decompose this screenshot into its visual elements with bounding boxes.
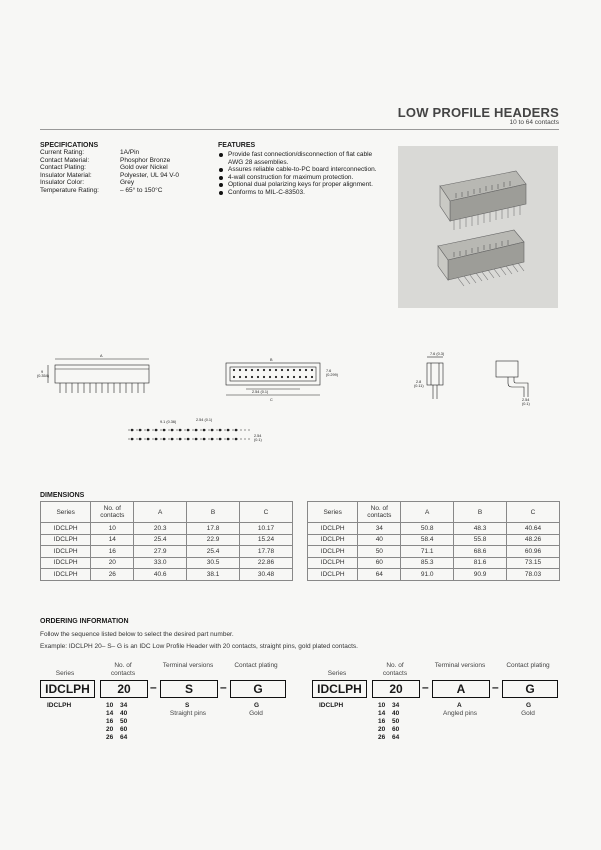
label-series: Series [327,670,347,677]
plating-code: G [526,702,532,709]
table-cell: 33.0 [134,557,187,569]
table-cell: IDCLPH [41,523,91,535]
plating-code: G [254,702,260,709]
contact-option: 16 [378,718,386,725]
plating-box: G [502,680,558,698]
contact-option: 20 [106,726,114,733]
table-cell: 58.4 [401,534,454,546]
technical-drawings [0,335,601,475]
label-c-top: C [270,398,273,402]
table-row [308,569,560,581]
table-cell: 64 [358,569,401,581]
column-header: C [507,502,560,523]
column-header: Series [308,502,358,523]
table-cell: 48.26 [507,534,560,546]
table-row [41,546,293,558]
label-terminal: Terminal versions [434,662,486,669]
spec-value: 1A/Pin [120,149,140,156]
spec-key: Insulator Color: [40,179,85,187]
ordering-example: Example: IDCLPH 20– S– G is an IDC Low Profile Header with 20 contacts, straight pins, gold plated contacts. [40,643,358,650]
pcb-holes [131,429,238,441]
dimensions-table-left [40,501,293,581]
contact-option: 60 [392,726,400,733]
table-cell: 90.9 [454,569,507,581]
dimensions-table-right [307,501,560,581]
table-cell: 68.6 [454,546,507,558]
contact-option: 40 [392,710,400,717]
contact-option: 14 [378,710,386,717]
spec-value: – 65° to 150°C [120,186,163,194]
table-cell: 34 [358,523,401,535]
terminal-desc: Angled pins [443,710,477,717]
table-cell: 85.3 [401,557,454,569]
table-cell: 55.8 [454,534,507,546]
feature-item: Optional dual polarizing keys for proper alignment. [218,181,378,189]
table-cell: 60 [358,557,401,569]
spec-row [40,157,210,165]
table-cell: 26 [91,569,134,581]
column-header: B [454,502,507,523]
contact-option: 16 [106,718,114,725]
table-cell: 60.96 [507,546,560,558]
side-view-drawing [427,357,443,399]
header-connectors-image [398,146,558,308]
specifications-list [40,149,210,195]
table-cell: 14 [91,534,134,546]
feature-item: Assures reliable cable-to-PC board interconnection. [218,166,378,174]
table-cell: 25.4 [187,546,240,558]
contact-option: 50 [392,718,400,725]
label-terminal: Terminal versions [162,662,214,669]
label-contacts: No. of contacts [110,662,136,677]
table-cell: IDCLPH [41,569,91,581]
product-photo [398,146,558,308]
table-cell: 27.9 [134,546,187,558]
table-cell: 71.1 [401,546,454,558]
table-cell: 10 [91,523,134,535]
series-box: IDCLPH [312,680,367,698]
table-cell: 22.86 [240,557,293,569]
dash: – [150,680,157,694]
table-cell: 20.3 [134,523,187,535]
table-row [308,546,560,558]
table-cell: 22.9 [187,534,240,546]
column-header: No. of contacts [91,502,134,523]
table-cell: 40.64 [507,523,560,535]
features-section [218,142,378,197]
feature-item: Provide fast connection/disconnection of flat cable AWG 28 assemblies. [218,151,378,166]
table-cell: 25.4 [134,534,187,546]
terminal-box: A [432,680,490,698]
contact-option: 26 [378,734,386,741]
table-cell: 30.5 [187,557,240,569]
label-pcb-row-spacing: 9.1 (0.36) [160,420,177,424]
label-angled-pitch: 2.54 [522,398,530,402]
label-side-pin-inch: (0.11) [414,384,424,388]
column-header: A [401,502,454,523]
page-title: LOW PROFILE HEADERS [397,105,559,120]
contact-option: 64 [120,734,128,741]
spec-row [40,164,210,172]
page-subtitle: 10 to 64 contacts [509,119,559,126]
terminal-box: S [160,680,218,698]
label-pitch-top: 2.54 (0.1) [252,390,269,394]
top-view-pins [233,369,313,378]
table-cell: 91.0 [401,569,454,581]
table-cell: 17.8 [187,523,240,535]
table-row [41,557,293,569]
contact-option: 20 [378,726,386,733]
contact-option: 14 [106,710,114,717]
series-box: IDCLPH [40,680,95,698]
spec-key: Insulator Material: [40,171,92,179]
table-cell: 15.24 [240,534,293,546]
table-cell: IDCLPH [308,534,358,546]
label-side-width: 7.6 (0.3) [430,352,445,356]
features-list [218,151,378,197]
contact-option: 34 [392,702,400,709]
label-width-top-inch: (0.299) [326,373,339,377]
label-height-front: 9 [41,370,44,374]
title-rule [40,129,559,130]
spec-row [40,179,210,187]
label-plating: Contact plating [506,662,550,669]
terminal-code: S [185,702,190,709]
dimensions-heading: DIMENSIONS [40,492,85,499]
table-cell: 38.1 [187,569,240,581]
spec-value: Gold over Nickel [120,164,168,172]
label-pcb-offset: 2.54 [254,434,262,438]
spec-row [40,149,210,157]
spec-key: Current Rating: [40,149,85,156]
spec-key: Contact Material: [40,156,90,164]
contacts-box: 20 [372,680,420,698]
contact-option: 26 [106,734,114,741]
dash: – [220,680,227,694]
label-contacts: No. of contacts [382,662,408,677]
contact-option: 34 [120,702,128,709]
plating-box: G [230,680,286,698]
terminal-desc: Straight pins [169,710,207,717]
label-width-top: 7.6 [326,369,332,373]
contact-option: 50 [120,718,128,725]
table-cell: 81.6 [454,557,507,569]
spec-key: Contact Plating: [40,164,86,172]
label-side-pin: 2.8 [416,380,422,384]
table-cell: IDCLPH [41,546,91,558]
label-height-front-inch: (0.354) [37,374,50,378]
table-cell: IDCLPH [308,557,358,569]
table-cell: 40 [358,534,401,546]
label-angled-pitch-inch: (0.1) [522,402,530,406]
front-view-drawing [48,359,149,393]
table-cell: 50.8 [401,523,454,535]
table-cell: 73.15 [507,557,560,569]
contact-option: 10 [106,702,114,709]
plating-desc: Gold [249,710,263,717]
contact-option: 60 [120,726,128,733]
spec-value: Grey [120,179,135,187]
table-row [41,523,293,535]
series-code: IDCLPH [319,702,344,709]
top-view-drawing [226,363,320,395]
table-cell: 48.3 [454,523,507,535]
pcb-layout-drawing [128,430,250,439]
column-header: C [240,502,293,523]
spec-value: Polyester, UL 94 V-0 [120,171,180,179]
dash: – [422,680,429,694]
table-cell: 20 [91,557,134,569]
contacts-box: 20 [100,680,148,698]
specifications-heading: SPECIFICATIONS [40,142,99,149]
label-a-front: A [100,354,103,358]
table-row [41,534,293,546]
table-cell: 50 [358,546,401,558]
table-cell: IDCLPH [308,569,358,581]
table-cell: IDCLPH [308,523,358,535]
table-cell: 30.48 [240,569,293,581]
spec-value: Phosphor Bronze [120,156,171,164]
terminal-code: A [457,702,462,709]
column-header: A [134,502,187,523]
table-row [308,557,560,569]
table-cell: 78.03 [507,569,560,581]
spec-row [40,172,210,180]
features-heading: FEATURES [218,142,256,149]
table-cell: 17.78 [240,546,293,558]
spec-key: Temperature Rating: [40,186,99,194]
dash: – [492,680,499,694]
table-row [308,534,560,546]
angled-view-drawing [496,361,528,397]
label-b-top: B [270,358,273,362]
contact-option: 40 [120,710,128,717]
label-series: Series [55,670,75,677]
table-cell: IDCLPH [41,557,91,569]
label-plating: Contact plating [234,662,278,669]
column-header: B [187,502,240,523]
feature-item: 4-wall construction for maximum protection. [218,174,378,182]
contact-option: 64 [392,734,400,741]
table-row [41,569,293,581]
table-cell: 10.17 [240,523,293,535]
column-header: Series [41,502,91,523]
label-pcb-pitch: 2.54 (0.1) [196,418,213,422]
label-pcb-offset-inch: (0.1) [254,438,262,442]
ordering-instruction: Follow the sequence listed below to select the desired part number. [40,631,234,638]
ordering-heading: ORDERING INFORMATION [40,618,129,625]
contact-option: 10 [378,702,386,709]
spec-row [40,187,210,195]
table-cell: 40.6 [134,569,187,581]
table-cell: 16 [91,546,134,558]
plating-desc: Gold [521,710,535,717]
series-code: IDCLPH [47,702,72,709]
table-row [308,523,560,535]
feature-item: Conforms to MIL-C-83503. [218,189,378,197]
table-cell: IDCLPH [308,546,358,558]
column-header: No. of contacts [358,502,401,523]
specifications-section [40,142,210,195]
table-cell: IDCLPH [41,534,91,546]
